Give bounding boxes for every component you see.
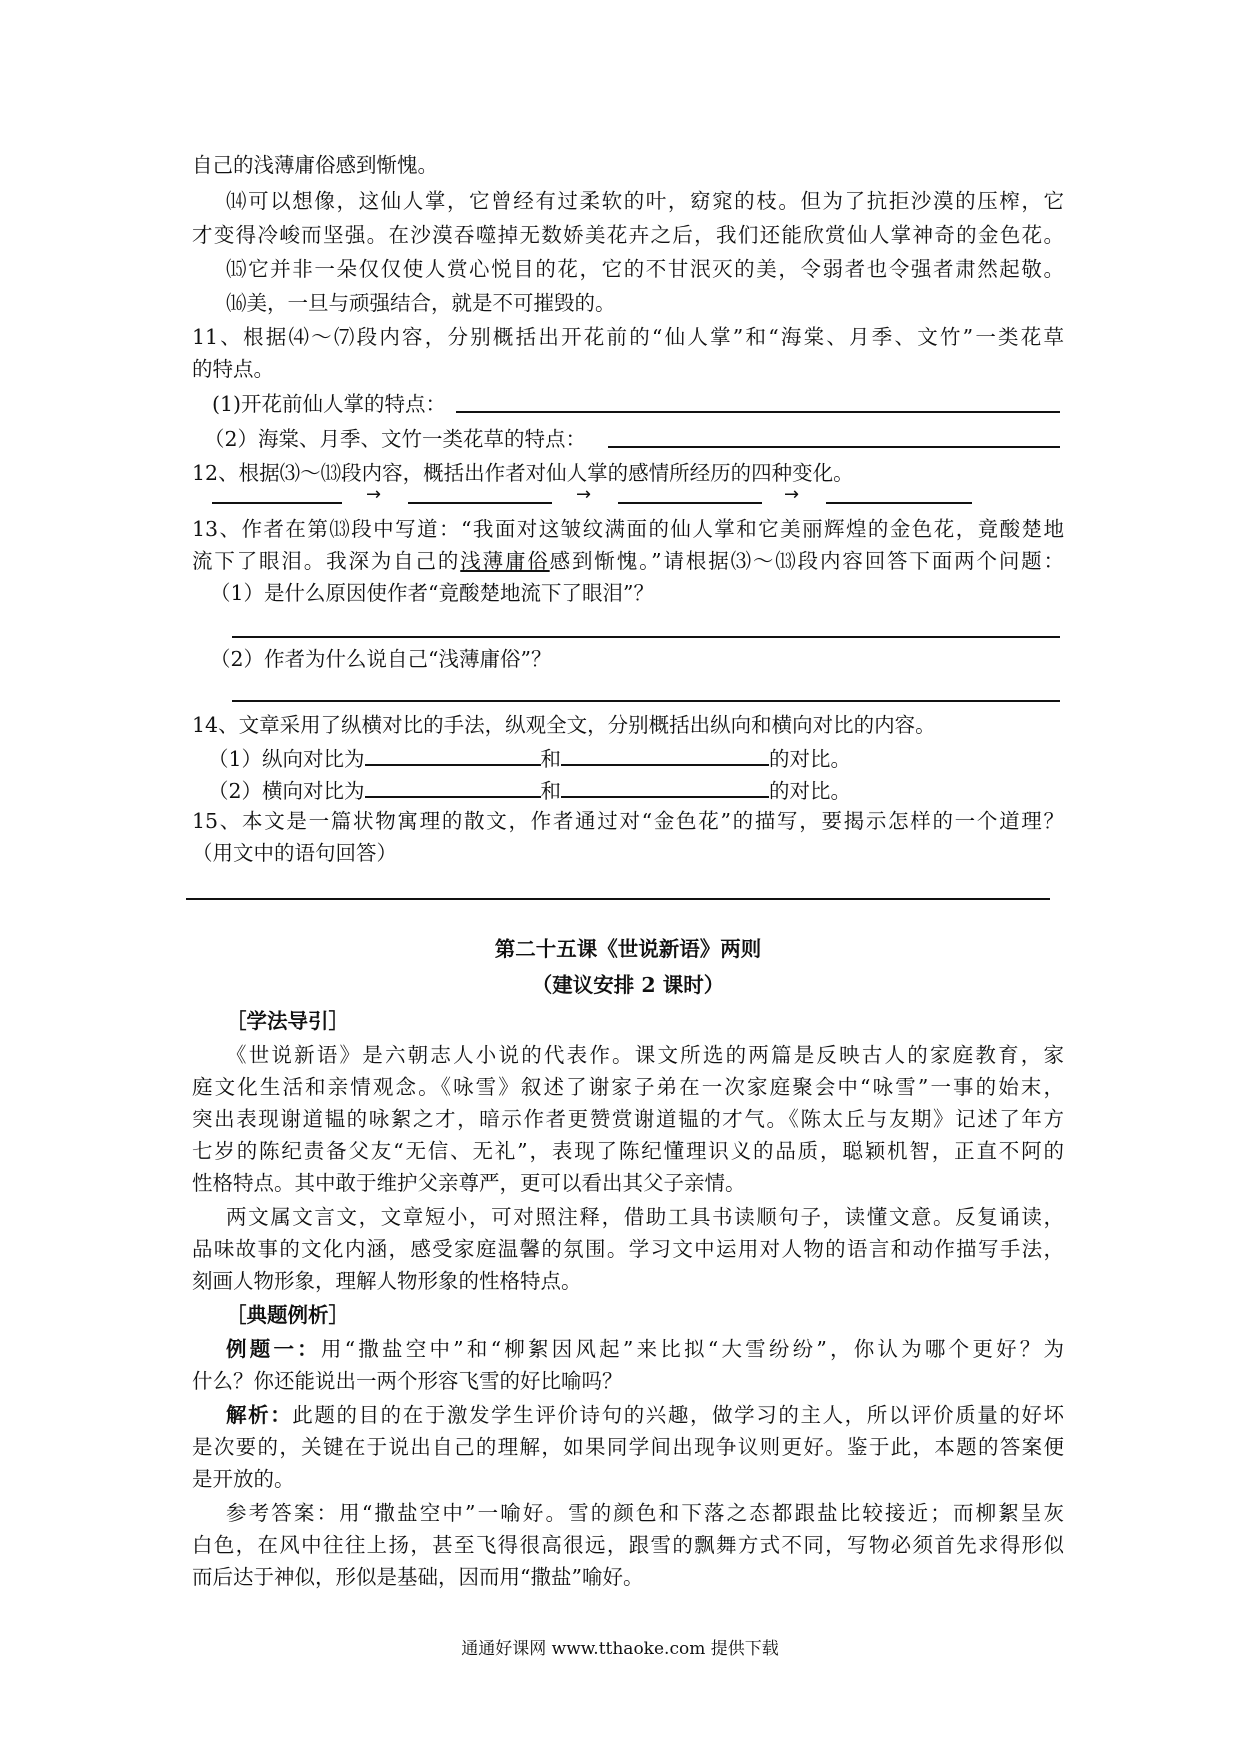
analysis-line-3: 是开放的。: [192, 1467, 295, 1491]
answer-line: [186, 898, 1050, 900]
answer-blank: [561, 774, 769, 798]
answer-line: [232, 700, 1060, 702]
guide-paragraph-1-line-4: 七岁的陈纪责备父友“无信、无礼”，表现了陈纪懂理识义的品质，聪颖机智，正直不阿的: [192, 1139, 1064, 1163]
arrow-right-icon: →: [784, 484, 800, 505]
lesson-title: 第二十五课《世说新语》两则: [494, 937, 762, 961]
section-heading-study-guide: ［学法导引］: [226, 1009, 349, 1033]
question-13-line-2: [192, 546, 1064, 576]
lesson-subtitle: （建议安排 2 课时）: [531, 973, 725, 997]
q13-underlined-phrase: 浅薄庸俗: [460, 549, 550, 573]
answer-blank: [365, 774, 541, 798]
answer-blank: [561, 742, 769, 766]
example-1-line-1: 例题一：用“撒盐空中”和“柳絮因风起”来比拟“大雪纷纷”，你认为哪个更好？为: [226, 1337, 1065, 1361]
analysis-line-1: 解析：此题的目的在于激发学生评价诗句的兴趣，做学习的主人，所以评价质量的好坏: [226, 1403, 1065, 1427]
answer-line-1: 参考答案：用“撒盐空中”一喻好。雪的颜色和下落之态都跟盐比较接近；而柳絮呈灰: [226, 1501, 1064, 1525]
guide-paragraph-1-line-1: 《世说新语》是六朝志人小说的代表作。课文所选的两篇是反映古人的家庭教育，家: [226, 1043, 1064, 1067]
question-11-line-2: 的特点。: [192, 357, 274, 381]
arrow-right-icon: →: [576, 484, 592, 505]
answer-line: [826, 502, 972, 504]
question-15-line-2: （用文中的语句回答）: [192, 841, 397, 865]
footer-credit: 通通好课网 www.tthaoke.com 提供下载: [461, 1639, 779, 1659]
paragraph-15: ⒂它并非一朵仅仅使人赏心悦目的花，它的不甘泯灭的美，令弱者也令强者肃然起敬。: [226, 257, 1064, 281]
answer-line-2: 白色，在风中往往上扬，甚至飞得很高很远，跟雪的飘舞方式不同，写物必须首先求得形似: [192, 1533, 1064, 1557]
answer-line: [232, 636, 1060, 638]
q13-text-a: 流下了眼泪。我深为自己的: [192, 549, 461, 573]
question-14-sub-1: （1）纵向对比为 和 的对比。: [208, 742, 1080, 774]
question-11-sub-2: （2）海棠、月季、文竹一类花草的特点：: [204, 427, 587, 451]
question-12: 12、根据⑶～⒀段内容，概括出作者对仙人掌的感情所经历的四种变化。: [192, 461, 854, 485]
paragraph-14-line-2: 才变得冷峻而坚强。在沙漠吞噬掉无数娇美花卉之后，我们还能欣赏仙人掌神奇的金色花。: [192, 223, 1064, 247]
guide-paragraph-1-line-3: 突出表现谢道韫的咏絮之才，暗示作者更赞赏谢道韫的才气。《陈太丘与友期》记述了年方: [192, 1107, 1064, 1131]
guide-paragraph-1-line-5: 性格特点。其中敢于维护父亲尊严，更可以看出其父子亲情。: [192, 1171, 746, 1195]
question-13-sub-2: （2）作者为什么说自己“浅薄庸俗”？: [210, 647, 552, 671]
question-14-sub-2: （2）横向对比为 和 的对比。: [208, 774, 1080, 806]
question-13-line-1: 13、作者在第⒀段中写道：“我面对这皱纹满面的仙人掌和它美丽辉煌的金色花，竟酸楚地: [192, 517, 1064, 541]
answer-line-3: 而后达于神似，形似是基础，因而用“撒盐”喻好。: [192, 1565, 644, 1589]
guide-paragraph-2-line-3: 刻画人物形象，理解人物形象的性格特点。: [192, 1269, 582, 1293]
guide-paragraph-2-line-2: 品味故事的文化内涵，感受家庭温馨的氛围。学习文中运用对人物的语言和动作描写手法，: [192, 1237, 1064, 1261]
paragraph-14-line-1: ⒁可以想像，这仙人掌，它曾经有过柔软的叶，窈窕的枝。但为了抗拒沙漠的压榨，它: [226, 189, 1064, 213]
analysis-line-2: 是次要的，关键在于说出自己的理解，如果同学间出现争议则更好。鉴于此，本题的答案便: [192, 1435, 1064, 1459]
question-15-line-1: 15、本文是一篇状物寓理的散文，作者通过对“金色花”的描写，要揭示怎样的一个道理？: [192, 809, 1064, 833]
answer-blank: [365, 742, 541, 766]
question-11-line-1: 11、根据⑷～⑺段内容，分别概括出开花前的“仙人掌”和“海棠、月季、文竹”一类花草: [192, 325, 1064, 349]
section-heading-examples: ［典题例析］: [226, 1303, 349, 1327]
answer-line: [408, 502, 552, 504]
question-14: 14、文章采用了纵横对比的手法，纵观全文，分别概括出纵向和横向对比的内容。: [192, 713, 936, 737]
guide-paragraph-1-line-2: 庭文化生活和亲情观念。《咏雪》叙述了谢家子弟在一次家庭聚会中“咏雪”一事的始末，: [192, 1075, 1064, 1099]
question-13-sub-1: （1）是什么原因使作者“竟酸楚地流下了眼泪”？: [210, 581, 655, 605]
question-11-sub-1: (1)开花前仙人掌的特点：: [212, 392, 447, 416]
answer-line: [608, 446, 1060, 448]
arrow-right-icon: →: [366, 484, 382, 505]
answer-line: [456, 411, 1060, 413]
example-1-line-2: 什么？你还能说出一两个形容飞雪的好比喻吗？: [192, 1369, 623, 1393]
answer-line: [618, 502, 762, 504]
paragraph-16: ⒃美，一旦与顽强结合，就是不可摧毁的。: [226, 291, 616, 315]
q13-text-b: 感到惭愧。”请根据⑶～⒀段内容回答下面两个问题：: [549, 549, 1065, 573]
guide-paragraph-2-line-1: 两文属文言文，文章短小，可对照注释，借助工具书读顺句子，读懂文意。反复诵读，: [226, 1205, 1064, 1229]
paragraph-13-tail: 自己的浅薄庸俗感到惭愧。: [192, 153, 438, 177]
answer-line: [212, 502, 342, 504]
